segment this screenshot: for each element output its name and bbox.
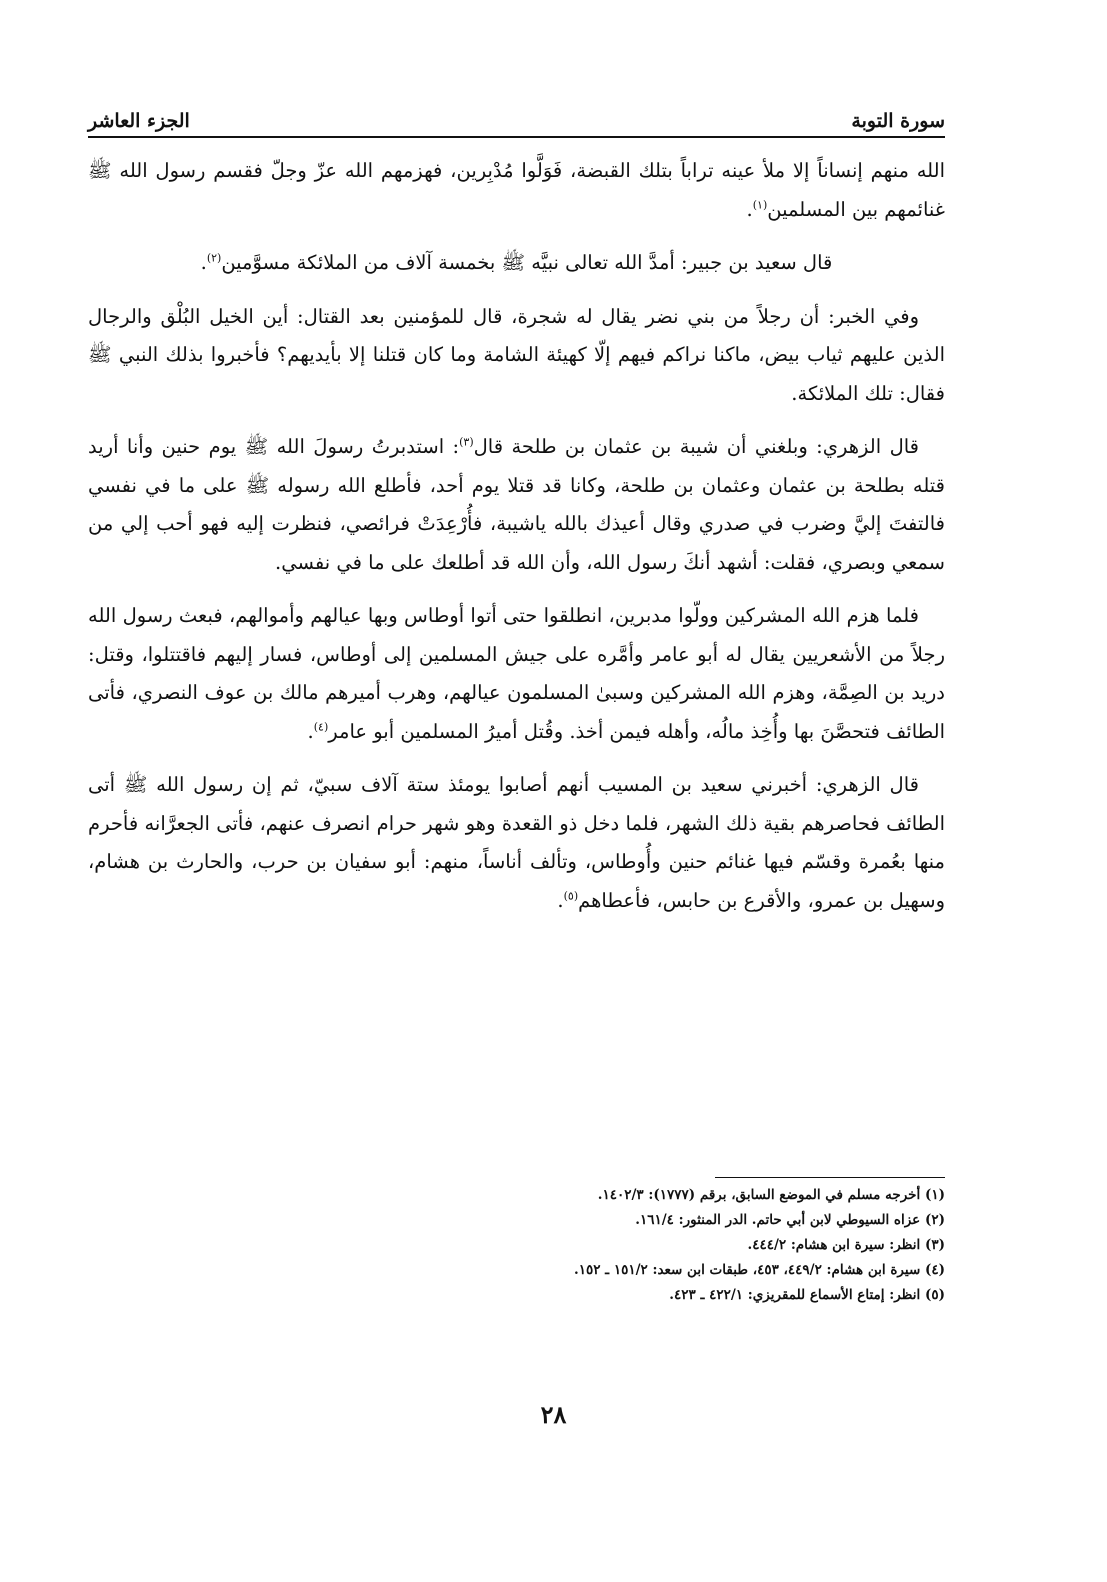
footnote-4: (٤) سيرة ابن هشام: ٤٤٩/٢، ٤٥٣، طبقات ابن سعد: ١٥١/٢ ـ ١٥٢. <box>574 1262 945 1278</box>
page-header <box>88 92 945 132</box>
main-text <box>88 152 945 935</box>
footnotes <box>88 1183 945 1308</box>
footnote-ref-3: (٣) <box>459 435 474 449</box>
header-rule <box>88 136 945 138</box>
footnote-rule <box>715 1177 945 1178</box>
paragraph-4: قال الزهري: وبلغني أن شيبة بن عثمان بن طلحة قال$^{(٣)}$: استدبرتُ رسولَ الله ﷺ يوم حنين وأنا أريد قتله بطلحة بن عثمان وعثمان بن طلحة، وكانا قد قتلا يوم أحد، فأطلع الله رسوله ﷺ على ما في نفسي فالتفتَ إليَّ وضرب في صدري وقال أعيذك بالله ياشيبة، فأُرْعِدَتْ فرائصي، فنظرت إليه فهو أحب إلي من سمعي وبصري، فقلت: أشهد أنكَ رسول الله، وأن الله قد أطلعك على ما في نفسي. <box>88 435 945 574</box>
page-number: ٢٨ <box>540 1400 567 1429</box>
paragraph-3: وفي الخبر: أن رجلاً من بني نضر يقال له شجرة، قال للمؤمنين بعد القتال: أين الخيل البُلْق والرجال الذين عليهم ثياب بيض، ماكنا نراكم فيهم إلّا كهيئة الشامة وما كان قتلنا إلا بأيديهم؟ فأخبروا بذلك النبي ﷺ فقال: تلك الملائكة. <box>88 304 945 405</box>
footnote-ref-4: (٤) <box>313 720 329 733</box>
paragraph-5: فلما هزم الله المشركين وولّوا مدبرين، انطلقوا حتى أتوا أوطاس وبها عيالهم وأموالهم، فبعث رسول الله رجلاً من الأشعريين يقال له أبو عامر وأمَّره على جيش المسلمين إلى أوطاس، فسار إليهم فاقتتلوا، وقتل: دريد بن الصِمَّة، وهزم الله المشركين وسبىٰ المسلمون عيالهم، وهرب أميرهم مالك بن عوف النصري، فأتى الطائف فتحصَّنَ بها وأُخِذ مالُه، وأهله فيمن أخذ. وقُتل أميرُ المسلمين أبو عامر$^{(٤)}$. <box>88 604 945 743</box>
footnote-5: (٥) انظر: إمتاع الأسماع للمقريزي: ٤٢٢/١ ـ ٤٢٣. <box>669 1287 945 1303</box>
footnote-ref-1: (١) <box>752 198 768 211</box>
surah-title: سورة التوبة <box>851 110 945 132</box>
paragraph-2: قال سعيد بن جبير: أمدَّ الله تعالى نبيَّه ﷺ بخمسة آلاف من الملائكة مسوَّمين$^{(٢)}$. <box>200 251 833 274</box>
paragraph-1: الله منهم إنساناً إلا ملأ عينه تراباً بتلك القبضة، فَوَلَّوا مُدْبِرين، فهزمهم الله عزّ وجلّ فقسم رسول الله ﷺ غنائمهم بين المسلمين$^{(١)}$. <box>88 159 945 221</box>
footnote-3: (٣) انظر: سيرة ابن هشام: ٤٤٤/٢. <box>747 1237 945 1253</box>
footnote-1: (١) أخرجه مسلم في الموضع السابق، برقم (١٧٧٧): ١٤٠٢/٣. <box>597 1187 945 1203</box>
footnote-ref-5: (٥) <box>563 889 579 902</box>
juz-title: الجزء العاشر <box>88 110 190 132</box>
footnote-2: (٢) عزاه السيوطي لابن أبي حاتم. الدر المنثور: ١٦١/٤. <box>635 1212 945 1228</box>
footnote-ref-2: (٢) <box>206 251 222 265</box>
paragraph-6: قال الزهري: أخبرني سعيد بن المسيب أنهم أصابوا يومئذ ستة آلاف سبيّ، ثم إن رسول الله ﷺ أتى الطائف فحاصرهم بقية ذلك الشهر، فلما دخل ذو القعدة وهو شهر حرام انصرف عنهم، فأتى الجعرَّانه فأحرم منها بعُمرة وقسّم فيها غنائم حنين وأُوطاس، وتألف أناساً، منهم: أبو سفيان بن حرب، والحارث بن هشام، وسهيل بن عمرو، والأقرع بن حابس، فأعطاهم$^{(٥)}$. <box>88 773 945 912</box>
